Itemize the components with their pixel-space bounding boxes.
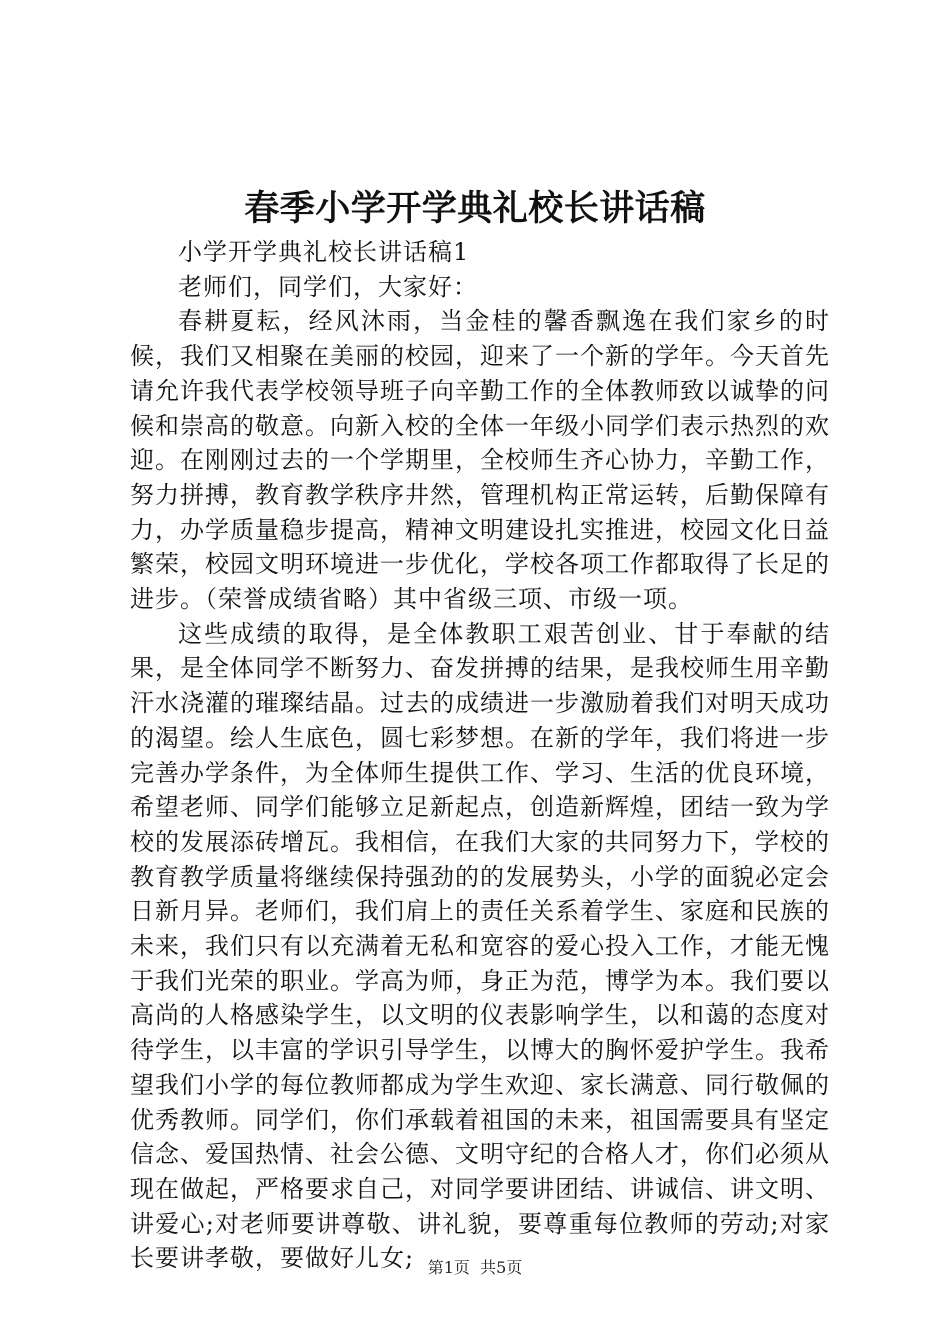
body-paragraph: 这些成绩的取得，是全体教职工艰苦创业、甘于奉献的结果，是全体同学不断努力、奋发拼搏的结果，是我校师生用辛勤汗水浇灌的璀璨结晶。过去的成绩进一步激励着我们对明天成功的渴望。绘人生底色，圆七彩梦想。在新的学年，我们将进一步完善办学条件，为全体师生提供工作、学习、生活的优良环境，希望老师、同学们能够立足新起点，创造新辉煌，团结一致为学校的发展添砖增瓦。我相信，在我们大家的共同努力下，学校的教育教学质量将继续保持强劲的的发展势头，小学的面貌必定会日新月异。老师们，我们肩上的责任关系着学生、家庭和民族的未来，我们只有以充满着无私和宽容的爱心投入工作，才能无愧于我们光荣的职业。学高为师，身正为范，博学为本。我们要以高尚的人格感染学生，以文明的仪表影响学生，以和蔼的态度对待学生，以丰富的学识引导学生，以博大的胸怀爱护学生。我希望我们小学的每位教师都成为学生欢迎、家长满意、同行敬佩的优秀教师。同学们，你们承载着祖国的未来，祖国需要具有坚定信念、爱国热情、社会公德、文明守纪的合格人才，你们必须从现在做起，严格要求自己，对同学要讲团结、讲诚信、讲文明、讲爱心;对老师要讲尊敬、讲礼貌，要尊重每位教师的劳动;对家长要讲孝敬，要做好儿女;: [130, 619, 830, 1273]
document-body: [130, 235, 830, 1276]
greeting-paragraph: 老师们，同学们，大家好：: [178, 272, 478, 301]
subtitle-paragraph: 小学开学典礼校长讲话稿1: [178, 238, 470, 266]
page-number: 第1页: [427, 1258, 470, 1277]
body-paragraph: 春耕夏耘，经风沐雨，当金桂的馨香飘逸在我们家乡的时候，我们又相聚在美丽的校园，迎来了一个新的学年。今天首先请允许我代表学校领导班子向辛勤工作的全体教师致以诚挚的问候和崇高的敬意。向新入校的全体一年级小同学们表示热烈的欢迎。在刚刚过去的一个学期里，全校师生齐心协力，辛勤工作，努力拼搏，教育教学秩序井然，管理机构正常运转，后勤保障有力，办学质量稳步提高，精神文明建设扎实推进，校园文化日益繁荣，校园文明环境进一步优化，学校各项工作都取得了长足的进步。（荣誉成绩省略）其中省级三项、市级一项。: [130, 307, 830, 614]
document-title: 春季小学开学典礼校长讲话稿: [244, 189, 706, 229]
page-footer: [0, 1256, 950, 1280]
page-total: 共5页: [480, 1258, 523, 1277]
